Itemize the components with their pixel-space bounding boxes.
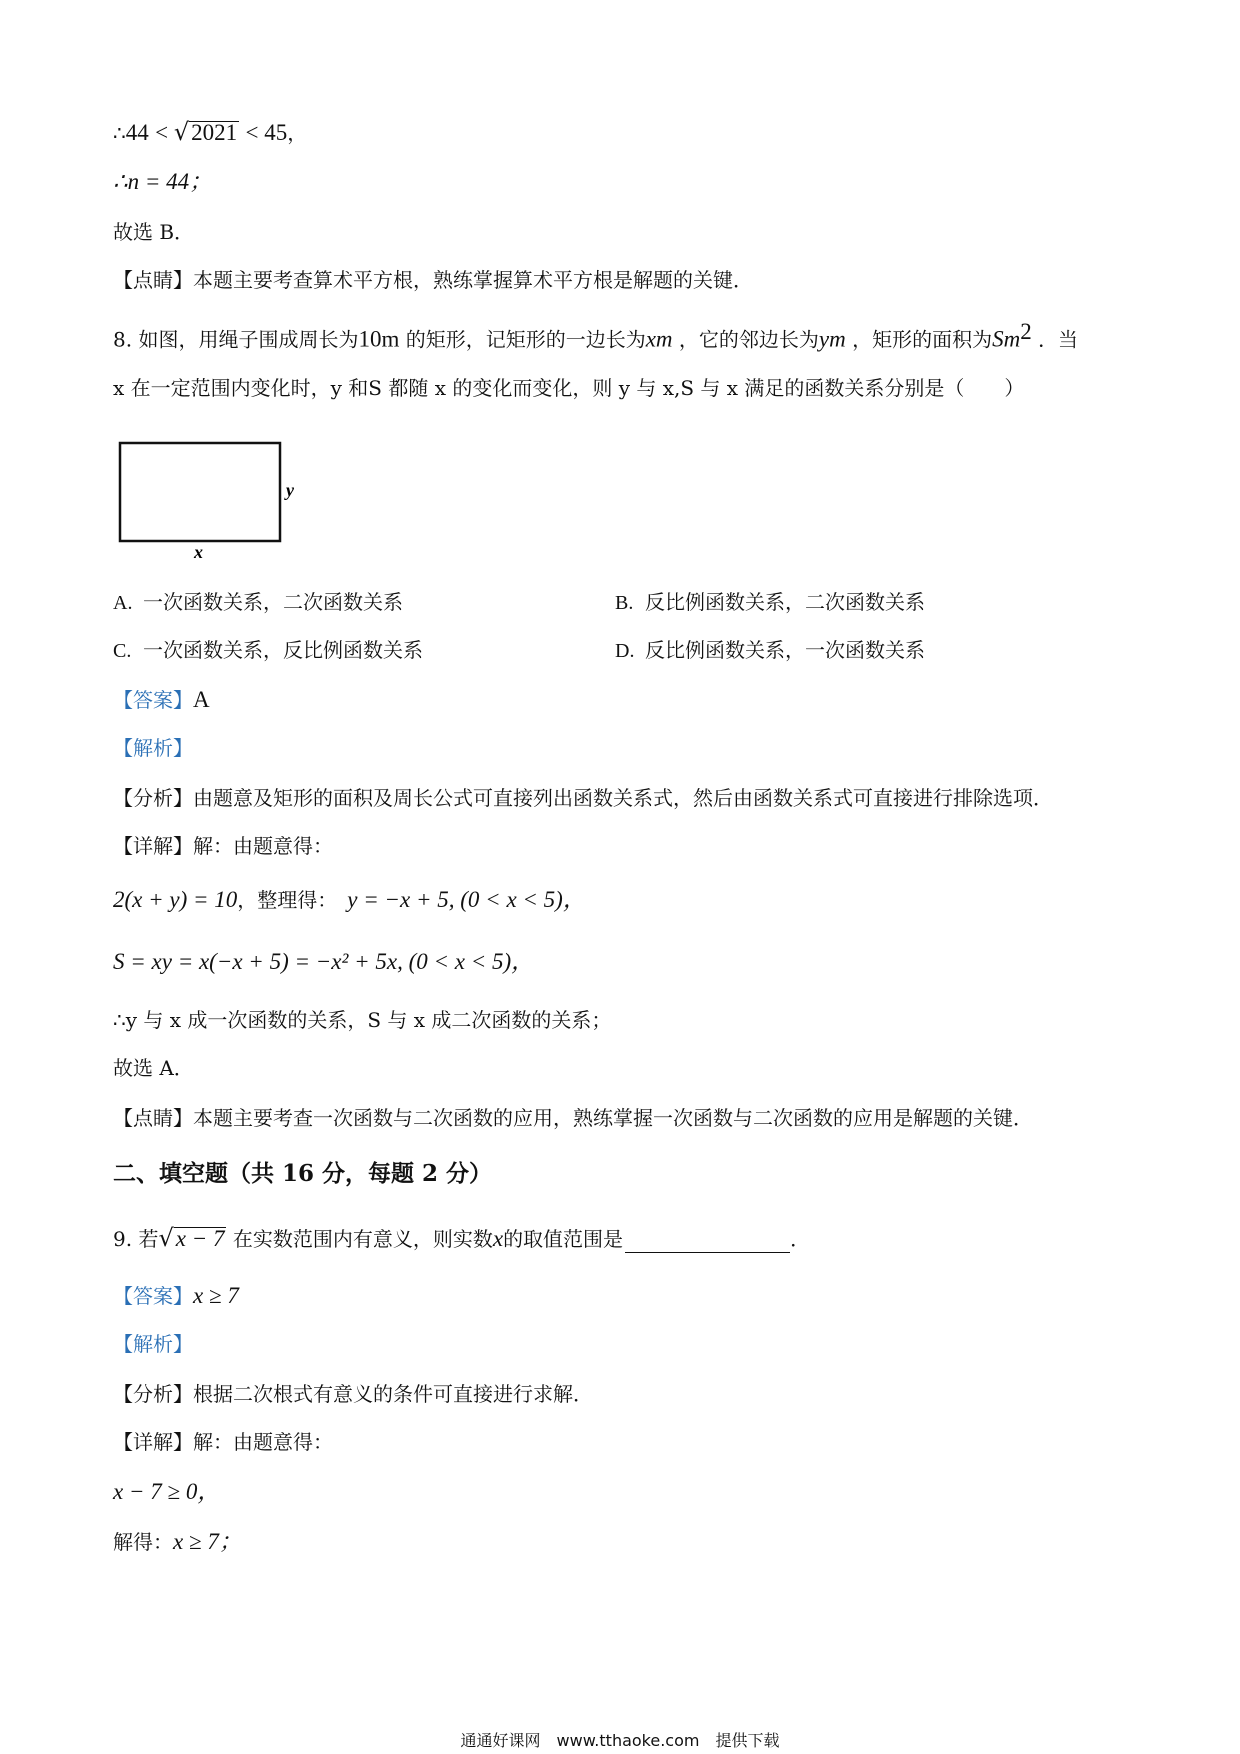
- q8-stem-line2: x 在一定范围内变化时，y 和S 都随 x 的变化而变化，则 y 与 x,S 与 x 满足的函数关系分别是（ ）: [113, 376, 1025, 400]
- note-label: 【点睛】: [113, 268, 193, 292]
- q9-analysis-label: 【解析】: [113, 1332, 193, 1356]
- q7-inequality: ∴44 < √2021 < 45，: [113, 118, 308, 146]
- q8-analysis-label: 【解析】: [113, 736, 193, 760]
- section-title: 二、填空题（共 16 分，每题 2 分）: [113, 1160, 493, 1187]
- q8-conclusion: ∴y 与 x 成一次函数的关系，S 与 x 成二次函数的关系；: [113, 1008, 612, 1032]
- q9-xiangjie: 【详解】解：由题意得：: [113, 1430, 333, 1454]
- q8-note: 【点睛】本题主要考查一次函数与二次函数的应用，熟练掌握一次函数与二次函数的应用是解题的关键．: [113, 1106, 1033, 1130]
- q9-equation: x − 7 ≥ 0，: [113, 1479, 221, 1504]
- q7-choice: 故选 B．: [113, 220, 195, 244]
- option-c[interactable]: C. 一次函数关系，反比例函数关系: [113, 638, 423, 662]
- q7-result: ∴n = 44；: [113, 169, 213, 194]
- q8-equation-2: S = xy = x(−x + 5) = −x² + 5x, (0 < x < 5)，: [113, 949, 535, 974]
- option-b[interactable]: B. 反比例函数关系，二次函数关系: [615, 590, 925, 614]
- q8-equation-1: 2(x + y) = 10，整理得： y = −x + 5, (0 < x < 5)，: [113, 887, 586, 912]
- footer: 通通好课网 www.tthaoke.com 提供下载: [460, 1731, 780, 1750]
- option-a[interactable]: A. 一次函数关系，二次函数关系: [113, 590, 403, 614]
- q8-choice: 故选 A．: [113, 1056, 194, 1080]
- label-y: y: [286, 480, 294, 500]
- q8-fenxi: 【分析】由题意及矩形的面积及周长公式可直接列出函数关系式，然后由函数关系式可直接进行排除选项．: [113, 786, 1053, 810]
- option-d[interactable]: D. 反比例函数关系，一次函数关系: [615, 638, 925, 662]
- label-x: x: [194, 542, 203, 562]
- rectangle-shape: [120, 443, 280, 541]
- q8-xiangjie: 【详解】解：由题意得：: [113, 834, 333, 858]
- q9-fenxi: 【分析】根据二次根式有意义的条件可直接进行求解．: [113, 1382, 593, 1406]
- rectangle-figure: [118, 440, 318, 565]
- q8-answer: 【答案】A: [113, 687, 210, 712]
- q9-solution: 解得：x ≥ 7；: [113, 1529, 242, 1554]
- answer-blank[interactable]: [625, 1232, 790, 1253]
- q8-stem-line1: 8. 如图，用绳子围成周长为10m 的矩形，记矩形的一边长为xm ，它的邻边长为ym ，矩形的面积为Sm$^2$ ．当: [113, 319, 1079, 352]
- note-text: 本题主要考查算术平方根，熟练掌握算术平方根是解题的关键．: [193, 268, 753, 292]
- q9-stem: 9. 若√x − 7 在实数范围内有意义，则实数x的取值范围是 ．: [113, 1224, 811, 1252]
- q9-answer: 【答案】x ≥ 7: [113, 1283, 239, 1308]
- q7-note: [113, 266, 753, 294]
